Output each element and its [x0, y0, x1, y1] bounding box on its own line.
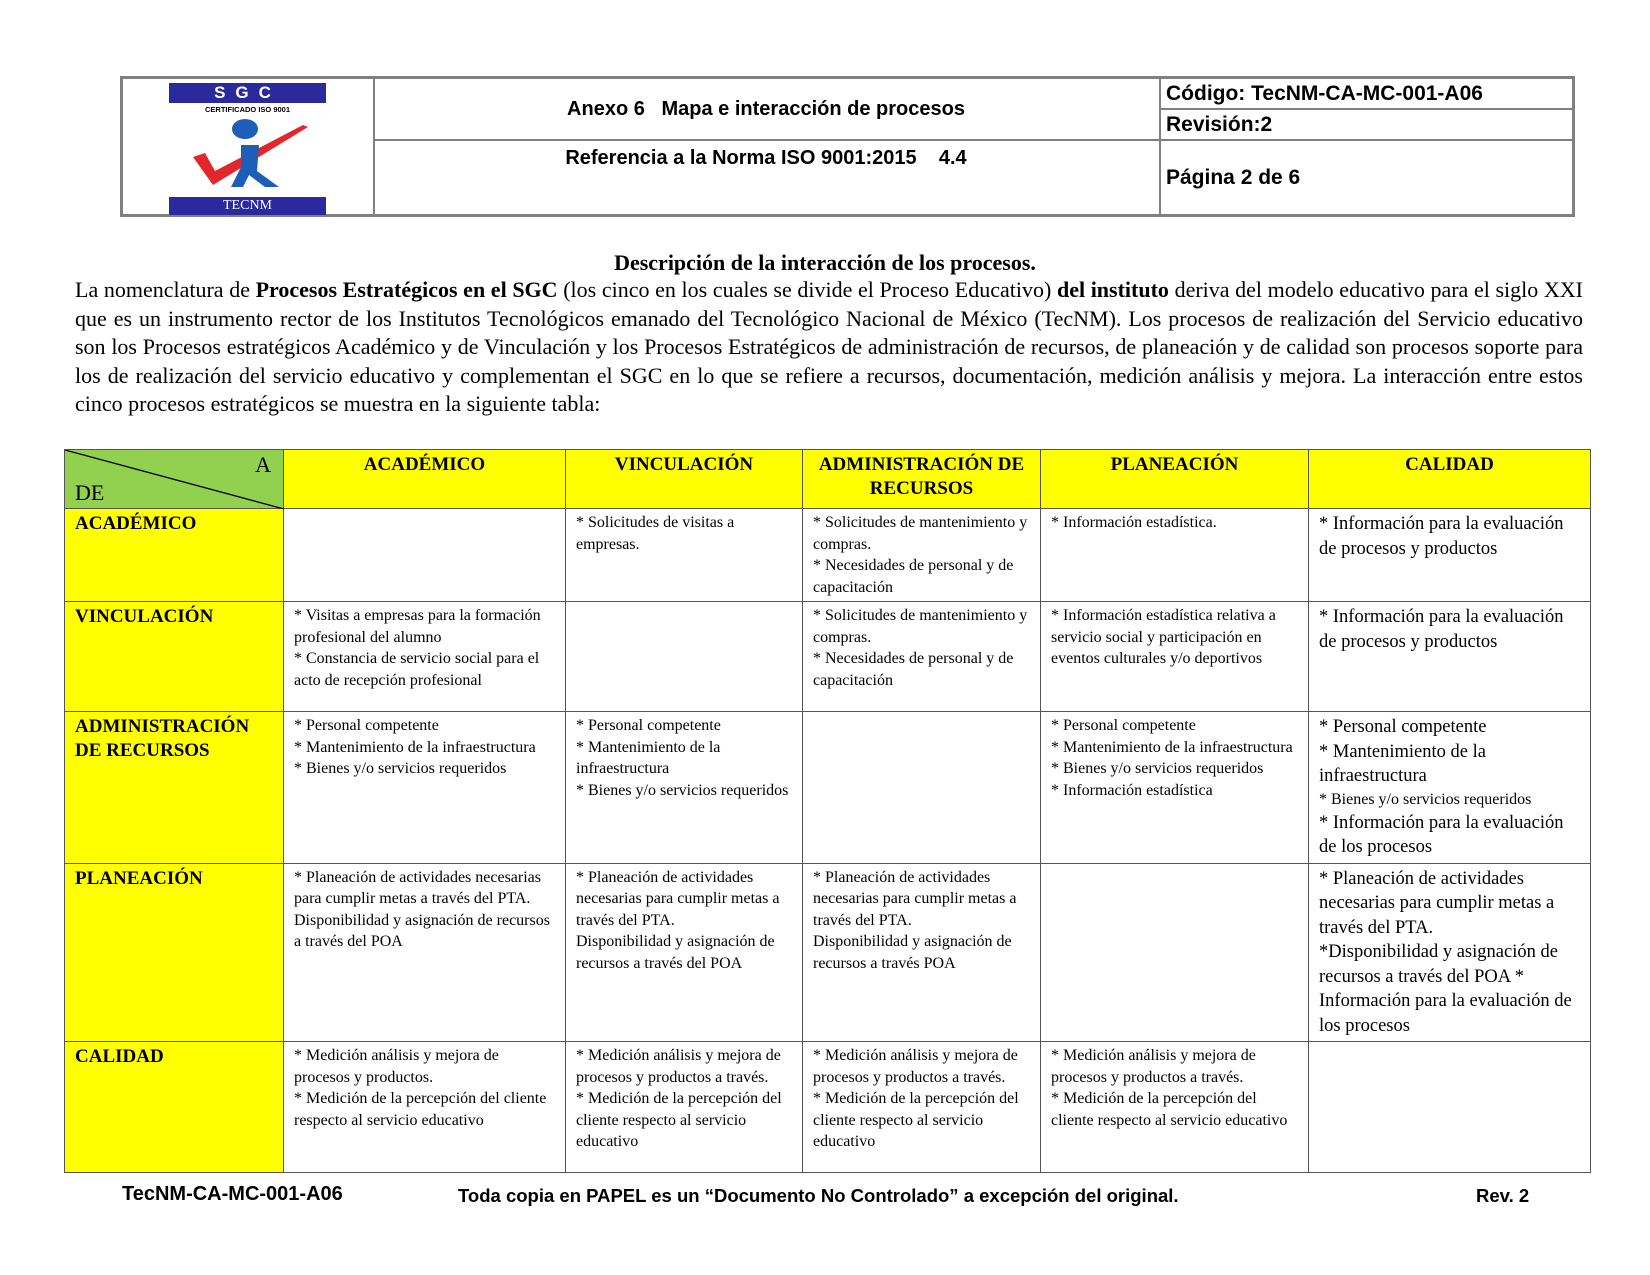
- interaction-cell: [803, 863, 1041, 1042]
- interaction-cell: [803, 1042, 1041, 1173]
- meta-cell: [1160, 79, 1572, 214]
- cell-line: * Planeación de actividades necesarias para cumplir metas a través del PTA.: [1319, 868, 1555, 938]
- corner-cell: [65, 450, 284, 509]
- cell-line: * Información para la evaluación de procesos y productos: [1319, 514, 1564, 559]
- document-header: [120, 76, 1575, 217]
- table-row: [65, 602, 1591, 712]
- cell-line: * Medición de la percepción del cliente respecto al servicio educativo: [813, 1090, 1019, 1150]
- interaction-cell: [1309, 602, 1591, 712]
- interaction-cell: [1041, 602, 1309, 712]
- norm-reference: Referencia a la Norma ISO 9001:2015 4.4: [565, 147, 967, 169]
- column-header: VINCULACIÓN: [566, 450, 803, 509]
- row-header: VINCULACIÓN: [65, 602, 284, 712]
- cell-line: * Medición análisis y mejora de procesos y productos.: [294, 1047, 499, 1086]
- footer-revision: Rev. 2: [1476, 1185, 1530, 1206]
- column-header: CALIDAD: [1309, 450, 1591, 509]
- interaction-cell: [284, 602, 566, 712]
- cell-line: * Planeación de actividades necesarias para cumplir metas a través del PTA.: [576, 868, 780, 929]
- document-code: Código: TecNM-CA-MC-001-A06: [1160, 79, 1572, 110]
- cell-line: * Solicitudes de mantenimiento y compras.: [813, 514, 1028, 553]
- interaction-cell: [284, 1042, 566, 1173]
- sgc-tecnm-logo: [169, 83, 326, 215]
- corner-to-label: A: [255, 452, 271, 477]
- table-row: [65, 1042, 1591, 1173]
- page-number: Página 2 de 6: [1166, 165, 1301, 189]
- column-header: ACADÉMICO: [284, 450, 566, 509]
- cell-line: * Solicitudes de visitas a empresas.: [576, 514, 735, 553]
- cell-line: * Información estadística: [1051, 781, 1213, 799]
- row-header: ADMINISTRACIÓN DE RECURSOS: [65, 712, 284, 864]
- logo-cert-text: CERTIFICADO ISO 9001: [204, 105, 291, 114]
- cell-line: * Mantenimiento de la infraestructura: [1051, 738, 1293, 756]
- interaction-cell: [1041, 712, 1309, 864]
- interaction-cell: [1309, 712, 1591, 864]
- cell-line: * Personal competente: [294, 717, 439, 734]
- logo-cell: [123, 79, 375, 214]
- cell-line: * Medición de la percepción del cliente respecto al servicio educativo: [294, 1090, 547, 1129]
- paragraph-text: La nomenclatura de: [75, 277, 256, 302]
- cell-line: * Personal competente: [1319, 717, 1487, 737]
- cell-line: * Mantenimiento de la infraestructura: [294, 738, 536, 756]
- document-revision: Revisión:2: [1160, 110, 1572, 141]
- cell-line: Disponibilidad y asignación de recursos a través POA: [813, 933, 1012, 972]
- interaction-cell: [1309, 863, 1591, 1042]
- interaction-cell: [1041, 863, 1309, 1042]
- interaction-cell: [566, 1042, 803, 1173]
- interaction-cell: [284, 712, 566, 864]
- cell-line: * Información estadística relativa a servicio social y participación en eventos culturales y/o deportivos: [1051, 607, 1276, 667]
- interaction-cell: [803, 509, 1041, 602]
- section-heading: Descripción de la interacción de los procesos.: [614, 250, 1036, 275]
- footer-code: TecNM-CA-MC-001-A06: [122, 1183, 343, 1205]
- cell-line: * Información para la evaluación de los procesos: [1319, 812, 1564, 857]
- cell-line: * Mantenimiento de la infraestructura: [576, 738, 721, 777]
- logo-top-text: SGC: [169, 83, 326, 103]
- column-header: PLANEACIÓN: [1041, 450, 1309, 509]
- cell-line: * Bienes y/o servicios requeridos: [294, 760, 507, 777]
- cell-line: * Planeación de actividades necesarias para cumplir metas a través del PTA.: [813, 868, 1017, 929]
- interaction-cell: [566, 712, 803, 864]
- paragraph-text: (los cinco en los cuales se divide el Proceso Educativo): [557, 277, 1057, 302]
- cell-line: * Información para la evaluación de procesos y productos: [1319, 607, 1564, 652]
- cell-line: * Visitas a empresas para la formación profesional del alumno: [294, 607, 541, 646]
- title-cell: [373, 79, 1161, 214]
- row-header: ACADÉMICO: [65, 509, 284, 602]
- row-header: CALIDAD: [65, 1042, 284, 1173]
- cell-line: * Medición de la percepción del cliente respecto al servicio educativo: [576, 1090, 782, 1150]
- footer-notice: Toda copia en PAPEL es un “Documento No Controlado” a excepción del original.: [458, 1185, 1179, 1206]
- corner-from-label: DE: [75, 480, 105, 505]
- document-title: Anexo 6 Mapa e interacción de procesos: [373, 79, 1159, 141]
- cell-line: * Medición de la percepción del cliente respecto al servicio educativo: [1051, 1090, 1288, 1129]
- description-paragraph: [75, 276, 1583, 419]
- paragraph-bold-text: Procesos Estratégicos en el SGC: [255, 277, 558, 302]
- paragraph-bold-text: del instituto: [1056, 277, 1169, 302]
- cell-line: * Necesidades de personal y de capacitación: [813, 650, 1014, 689]
- cell-line: * Necesidades de personal y de capacitación: [813, 557, 1014, 596]
- row-header: PLANEACIÓN: [65, 863, 284, 1042]
- cell-line: Disponibilidad y asignación de recursos a través del POA: [294, 911, 550, 950]
- interaction-cell: [566, 602, 803, 712]
- cell-line: * Constancia de servicio social para el acto de recepción profesional: [294, 650, 540, 689]
- cell-line: * Medición análisis y mejora de procesos y productos a través.: [813, 1047, 1018, 1086]
- interaction-cell: [1309, 509, 1591, 602]
- process-interaction-table: [64, 449, 1591, 1173]
- interaction-cell: [803, 602, 1041, 712]
- column-header: ADMINISTRACIÓN DE RECURSOS: [803, 450, 1041, 509]
- cell-line: * Personal competente: [576, 717, 721, 734]
- cell-line: Disponibilidad y asignación de recursos a través del POA: [576, 933, 775, 972]
- logo-bottom-text: TECNM: [169, 197, 326, 215]
- interaction-cell: [1041, 1042, 1309, 1173]
- cell-line: * Personal competente: [1051, 717, 1196, 734]
- table-row: [65, 863, 1591, 1042]
- cell-line: * Información estadística.: [1051, 514, 1217, 531]
- interaction-cell: [566, 509, 803, 602]
- interaction-cell: [566, 863, 803, 1042]
- cell-line: * Bienes y/o servicios requeridos: [576, 781, 789, 799]
- interaction-cell: [284, 509, 566, 602]
- cell-line: * Mantenimiento de la infraestructura: [1319, 741, 1486, 786]
- paragraph-text: deriva del modelo educativo para el siglo XXI que es un instrumento rector de los Institutos Tecnológicos emanado del Tecnológico Nacional de México (TecNM). Los procesos de realización del Servicio educativo son los Procesos estratégicos Académico y de Vinculación y los Procesos Estratégicos de administración de recursos, de planeación y de calidad son procesos soporte para los de realización del servicio educativo y complementan el SGC en lo que se refiere a recursos, documentación, medición análisis y mejora. La interacción entre estos cinco procesos estratégicos se muestra en la siguiente tabla:: [75, 277, 1583, 417]
- cell-line: * Medición análisis y mejora de procesos y productos a través.: [576, 1047, 781, 1086]
- cell-line: * Medición análisis y mejora de procesos y productos a través.: [1051, 1047, 1256, 1086]
- interaction-cell: [284, 863, 566, 1042]
- table-header-row: [65, 450, 1591, 509]
- cell-line: * Planeación de actividades necesarias para cumplir metas a través del PTA.: [294, 868, 541, 907]
- interaction-cell: [803, 712, 1041, 864]
- cell-line: *Disponibilidad y asignación de recursos a través del POA * Información para la evaluación de los procesos: [1319, 942, 1572, 1036]
- interaction-cell: [1041, 509, 1309, 602]
- interaction-cell: [1309, 1042, 1591, 1173]
- cell-line: * Solicitudes de mantenimiento y compras.: [813, 607, 1028, 646]
- cell-line: * Bienes y/o servicios requeridos: [1051, 760, 1264, 777]
- cell-line: * Bienes y/o servicios requeridos: [1319, 790, 1532, 808]
- table-row: [65, 712, 1591, 864]
- table-row: [65, 509, 1591, 602]
- logo-check-figure-icon: [183, 115, 313, 195]
